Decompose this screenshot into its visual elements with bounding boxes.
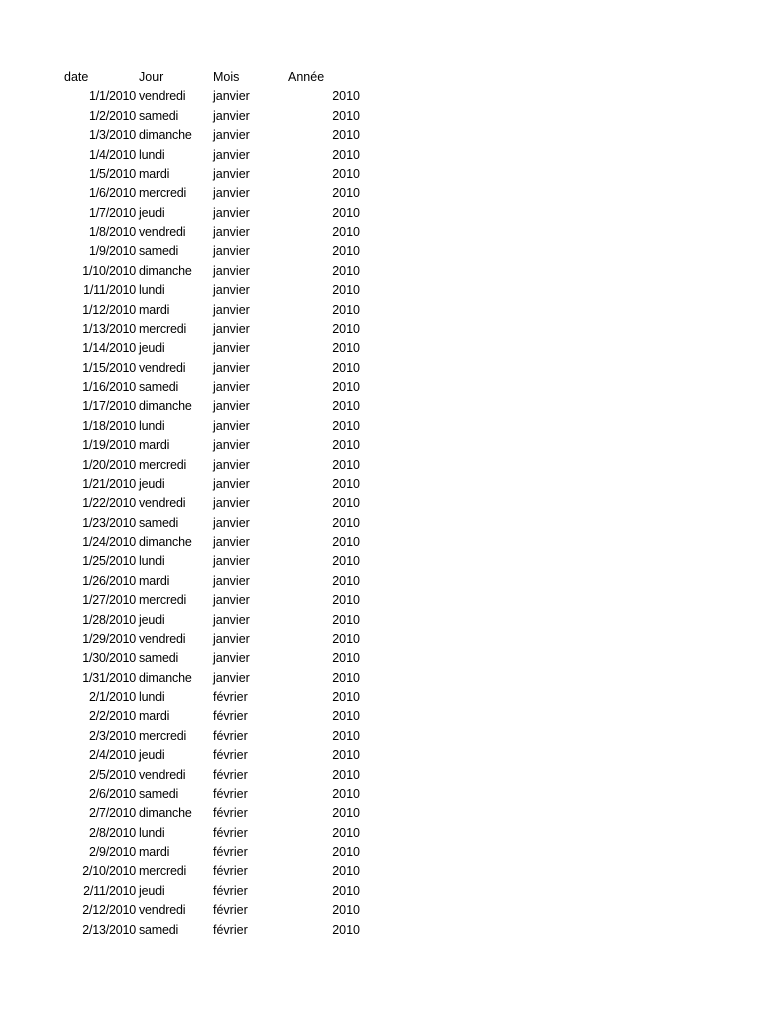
cell-mois: février <box>213 845 248 859</box>
header-date: date <box>64 70 89 84</box>
cell-annee: 2010 <box>332 166 360 181</box>
cell-jour: jeudi <box>139 341 165 356</box>
cell-date: 2/7/2010 <box>88 806 136 821</box>
cell-mois: janvier <box>213 438 250 453</box>
cell-date: 1/14/2010 <box>82 341 136 356</box>
cell-date: 2/8/2010 <box>88 825 136 840</box>
cell-date: 1/1/2010 <box>88 89 136 104</box>
cell-mois: février <box>213 748 248 763</box>
cell-jour: dimanche <box>139 263 192 278</box>
cell-jour: vendredi <box>139 767 186 782</box>
cell-annee: 2010 <box>332 263 360 278</box>
cell-date: 1/27/2010 <box>82 593 136 608</box>
cell-date: 2/2/2010 <box>88 709 136 724</box>
cell-annee: 2010 <box>332 651 360 666</box>
cell-jour: mardi <box>139 438 170 453</box>
cell-jour: lundi <box>139 825 165 840</box>
cell-mois: janvier <box>213 263 250 278</box>
cell-mois: février <box>213 767 248 782</box>
cell-jour: mercredi <box>139 321 187 336</box>
cell-annee: 2010 <box>332 283 360 298</box>
cell-annee: 2010 <box>332 476 360 491</box>
cell-date: 1/3/2010 <box>88 128 136 143</box>
cell-annee: 2010 <box>332 360 360 375</box>
cell-date: 2/6/2010 <box>88 786 136 801</box>
cell-mois: février <box>213 690 248 704</box>
cell-annee: 2010 <box>332 108 360 123</box>
cell-annee: 2010 <box>332 457 360 472</box>
header-jour: Jour <box>139 70 164 84</box>
cell-annee: 2010 <box>332 709 360 724</box>
cell-date: 1/9/2010 <box>88 244 136 259</box>
cell-date: 1/22/2010 <box>82 496 136 511</box>
cell-mois: janvier <box>213 89 250 104</box>
cell-annee: 2010 <box>332 244 360 259</box>
cell-jour: dimanche <box>139 806 192 821</box>
cell-mois: janvier <box>213 418 250 433</box>
cell-jour: mardi <box>139 166 170 181</box>
cell-annee: 2010 <box>332 380 360 394</box>
cell-jour: mardi <box>139 573 170 588</box>
cell-annee: 2010 <box>332 496 360 511</box>
cell-date: 1/21/2010 <box>82 476 136 491</box>
cell-mois: janvier <box>213 399 250 414</box>
cell-mois: janvier <box>213 670 250 685</box>
cell-annee: 2010 <box>332 786 360 801</box>
cell-mois: février <box>213 709 248 724</box>
cell-date: 2/1/2010 <box>88 690 136 704</box>
cell-jour: mardi <box>139 845 170 859</box>
cell-mois: février <box>213 728 248 743</box>
cell-jour: mercredi <box>139 728 187 743</box>
cell-date: 1/20/2010 <box>82 457 136 472</box>
cell-jour: vendredi <box>139 89 186 104</box>
cell-date: 1/12/2010 <box>82 302 136 317</box>
cell-annee: 2010 <box>332 341 360 356</box>
cell-annee: 2010 <box>332 767 360 782</box>
cell-annee: 2010 <box>332 418 360 433</box>
cell-date: 1/18/2010 <box>82 418 136 433</box>
cell-annee: 2010 <box>332 535 360 549</box>
cell-annee: 2010 <box>332 806 360 821</box>
cell-mois: février <box>213 864 248 879</box>
cell-annee: 2010 <box>332 748 360 763</box>
cell-jour: samedi <box>139 244 179 259</box>
cell-annee: 2010 <box>332 554 360 569</box>
cell-date: 1/10/2010 <box>82 263 136 278</box>
cell-jour: dimanche <box>139 535 192 549</box>
cell-mois: janvier <box>213 612 250 627</box>
cell-mois: février <box>213 922 248 937</box>
cell-annee: 2010 <box>332 128 360 143</box>
cell-date: 1/4/2010 <box>88 147 136 162</box>
cell-date: 1/13/2010 <box>82 321 136 336</box>
cell-jour: mercredi <box>139 186 187 201</box>
cell-date: 2/10/2010 <box>82 864 136 879</box>
cell-jour: mardi <box>139 709 170 724</box>
cell-mois: janvier <box>213 496 250 511</box>
cell-mois: janvier <box>213 360 250 375</box>
cell-jour: lundi <box>139 690 165 704</box>
cell-jour: vendredi <box>139 360 186 375</box>
cell-annee: 2010 <box>332 690 360 704</box>
cell-jour: mercredi <box>139 593 187 608</box>
cell-annee: 2010 <box>332 147 360 162</box>
cell-mois: janvier <box>213 341 250 356</box>
cell-jour: samedi <box>139 786 179 801</box>
cell-jour: samedi <box>139 922 179 937</box>
cell-mois: janvier <box>213 535 250 549</box>
cell-jour: vendredi <box>139 903 186 918</box>
cell-date: 2/3/2010 <box>88 728 136 743</box>
cell-jour: dimanche <box>139 670 192 685</box>
cell-jour: lundi <box>139 147 165 162</box>
cell-date: 1/24/2010 <box>82 535 136 549</box>
cell-mois: janvier <box>213 283 250 298</box>
cell-jour: samedi <box>139 651 179 666</box>
cell-date: 1/30/2010 <box>82 651 136 666</box>
cell-jour: jeudi <box>139 883 165 898</box>
cell-mois: février <box>213 786 248 801</box>
cell-jour: dimanche <box>139 399 192 414</box>
cell-date: 1/16/2010 <box>82 380 136 394</box>
cell-date: 1/28/2010 <box>82 612 136 627</box>
cell-date: 1/17/2010 <box>82 399 136 414</box>
cell-jour: mercredi <box>139 864 187 879</box>
cell-annee: 2010 <box>332 922 360 937</box>
cell-date: 1/29/2010 <box>82 631 136 646</box>
cell-date: 1/5/2010 <box>88 166 136 181</box>
cell-date: 1/26/2010 <box>82 573 136 588</box>
cell-jour: lundi <box>139 283 165 298</box>
cell-mois: janvier <box>213 302 250 317</box>
cell-annee: 2010 <box>332 864 360 879</box>
cell-date: 1/19/2010 <box>82 438 136 453</box>
cell-annee: 2010 <box>332 903 360 918</box>
cell-annee: 2010 <box>332 631 360 646</box>
cell-annee: 2010 <box>332 612 360 627</box>
cell-annee: 2010 <box>332 573 360 588</box>
cell-annee: 2010 <box>332 225 360 239</box>
cell-jour: vendredi <box>139 225 186 239</box>
cell-mois: janvier <box>213 186 250 201</box>
header-annee: Année <box>288 70 325 84</box>
cell-mois: janvier <box>213 244 250 259</box>
cell-mois: janvier <box>213 573 250 588</box>
cell-mois: janvier <box>213 166 250 181</box>
cell-jour: samedi <box>139 515 179 530</box>
cell-mois: janvier <box>213 205 250 220</box>
cell-date: 1/15/2010 <box>82 360 136 375</box>
cell-jour: jeudi <box>139 476 165 491</box>
cell-annee: 2010 <box>332 728 360 743</box>
cell-annee: 2010 <box>332 321 360 336</box>
cell-date: 1/23/2010 <box>82 515 136 530</box>
cell-date: 2/11/2010 <box>83 883 136 898</box>
cell-jour: jeudi <box>139 748 165 763</box>
cell-mois: février <box>213 806 248 821</box>
cell-annee: 2010 <box>332 302 360 317</box>
header-mois: Mois <box>213 70 240 84</box>
cell-annee: 2010 <box>332 186 360 201</box>
cell-annee: 2010 <box>332 205 360 220</box>
cell-date: 1/8/2010 <box>88 225 136 239</box>
cell-jour: jeudi <box>139 612 165 627</box>
cell-date: 2/12/2010 <box>82 903 136 918</box>
cell-jour: dimanche <box>139 128 192 143</box>
cell-jour: jeudi <box>139 205 165 220</box>
cell-date: 1/6/2010 <box>88 186 136 201</box>
cell-jour: vendredi <box>139 631 186 646</box>
cell-date: 1/2/2010 <box>88 108 136 123</box>
cell-date: 1/11/2010 <box>83 283 136 298</box>
cell-mois: janvier <box>213 225 250 239</box>
cell-annee: 2010 <box>332 825 360 840</box>
cell-mois: janvier <box>213 651 250 666</box>
cell-jour: lundi <box>139 418 165 433</box>
cell-mois: janvier <box>213 321 250 336</box>
cell-mois: janvier <box>213 108 250 123</box>
cell-annee: 2010 <box>332 89 360 104</box>
cell-date: 2/13/2010 <box>82 922 136 937</box>
cell-jour: vendredi <box>139 496 186 511</box>
cell-annee: 2010 <box>332 883 360 898</box>
cell-jour: samedi <box>139 108 179 123</box>
cell-date: 1/25/2010 <box>82 554 136 569</box>
cell-mois: janvier <box>213 554 250 569</box>
cell-annee: 2010 <box>332 593 360 608</box>
cell-mois: février <box>213 903 248 918</box>
cell-mois: janvier <box>213 593 250 608</box>
cell-date: 1/7/2010 <box>88 205 136 220</box>
cell-mois: janvier <box>213 147 250 162</box>
cell-date: 1/31/2010 <box>82 670 136 685</box>
cell-mois: janvier <box>213 476 250 491</box>
cell-mois: février <box>213 825 248 840</box>
cell-date: 2/4/2010 <box>88 748 136 763</box>
cell-mois: janvier <box>213 128 250 143</box>
cell-jour: mardi <box>139 302 170 317</box>
cell-date: 2/9/2010 <box>88 845 136 859</box>
cell-mois: janvier <box>213 457 250 472</box>
cell-annee: 2010 <box>332 845 360 859</box>
cell-mois: janvier <box>213 631 250 646</box>
cell-jour: mercredi <box>139 457 187 472</box>
cell-annee: 2010 <box>332 438 360 453</box>
cell-mois: janvier <box>213 515 250 530</box>
cell-date: 2/5/2010 <box>88 767 136 782</box>
cell-annee: 2010 <box>332 670 360 685</box>
cell-annee: 2010 <box>332 515 360 530</box>
cell-jour: lundi <box>139 554 165 569</box>
cell-jour: samedi <box>139 380 179 394</box>
cell-annee: 2010 <box>332 399 360 414</box>
cell-mois: janvier <box>213 380 250 394</box>
cell-mois: février <box>213 883 248 898</box>
